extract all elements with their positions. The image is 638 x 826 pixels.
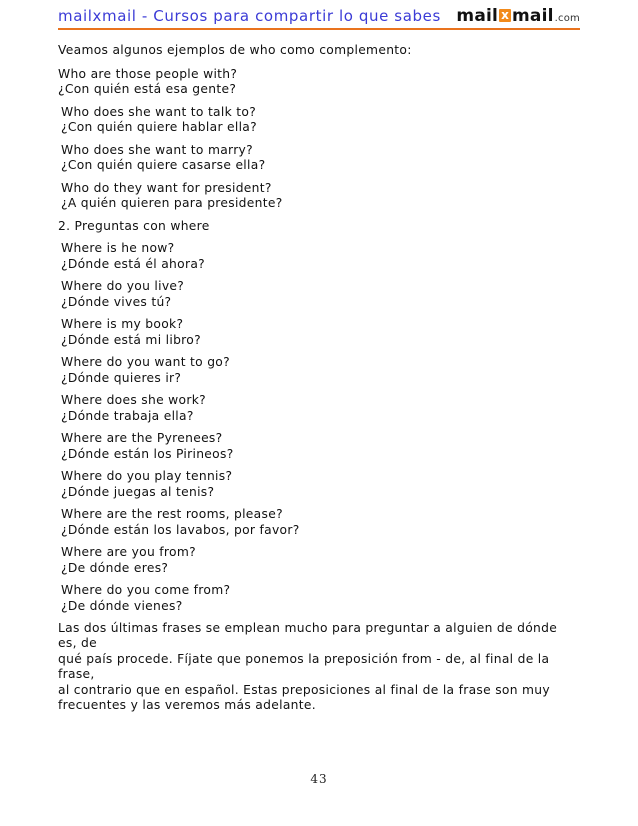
page-content [58, 43, 580, 713]
english-question: Where are the Pyrenees? [61, 431, 223, 445]
spanish-translation: ¿Con quién quiere casarse ella? [61, 158, 266, 172]
spanish-translation: ¿Dónde están los Pirineos? [61, 446, 234, 461]
spanish-translation: ¿Con quién está esa gente? [58, 82, 237, 96]
english-question: Where do you live? [61, 279, 185, 293]
page-header [58, 4, 580, 30]
logo-text-left: mail [456, 6, 499, 26]
page-number: 43 [310, 772, 328, 786]
closing-line: al contrario que en español. Estas preposiciones al final de la frase son muy [58, 682, 550, 697]
example-pair [58, 545, 580, 576]
example-pair [58, 393, 580, 424]
example-pair [58, 317, 580, 348]
example-pair [58, 181, 580, 212]
spanish-translation: ¿Dónde está mi libro? [61, 332, 201, 347]
header-title: mailxmail - Cursos para compartir lo que sabes [58, 7, 441, 25]
spanish-translation: ¿Dónde trabaja ella? [61, 408, 194, 423]
spanish-translation: ¿A quién quieren para presidente? [61, 196, 283, 210]
english-question: Who do they want for president? [61, 180, 272, 195]
english-question: Who does she want to marry? [61, 142, 253, 157]
example-pair [58, 469, 580, 500]
logo-dotcom: .com [554, 13, 580, 24]
example-pair [58, 431, 580, 462]
english-question: Where do you come from? [61, 583, 231, 597]
english-question: Where is my book? [61, 317, 184, 331]
example-pair [58, 105, 580, 136]
spanish-translation: ¿Dónde juegas al tenis? [61, 484, 215, 499]
english-question: Where are you from? [61, 545, 196, 559]
closing-line: qué país procede. Fíjate que ponemos la preposición from - de, al final de la frase, [58, 651, 550, 682]
section-heading: 2. Preguntas con where [58, 218, 210, 233]
spanish-translation: ¿De dónde vienes? [61, 598, 183, 613]
example-pair [58, 507, 580, 538]
header-rule [58, 28, 580, 30]
spanish-translation: ¿Dónde quieres ir? [61, 370, 182, 385]
logo-x-box: x [501, 8, 510, 22]
logo-text-right: mail [512, 6, 554, 26]
spanish-translation: ¿Dónde están los lavabos, por favor? [61, 522, 300, 537]
example-pair [58, 143, 580, 174]
english-question: Who does she want to talk to? [61, 104, 257, 119]
who-examples-list [58, 67, 580, 212]
english-question: Where does she work? [61, 393, 206, 407]
english-question: Where is he now? [61, 241, 175, 255]
english-question: Where do you want to go? [61, 355, 230, 369]
spanish-translation: ¿Dónde vives tú? [61, 294, 172, 309]
closing-line: Las dos últimas frases se emplean mucho para preguntar a alguien de dónde es, de [58, 621, 558, 651]
spanish-translation: ¿Dónde está él ahora? [61, 256, 205, 271]
example-pair [58, 241, 580, 272]
example-pair [58, 583, 580, 614]
example-pair [58, 355, 580, 386]
closing-line: frecuentes y las veremos más adelante. [58, 698, 316, 713]
example-pair [58, 279, 580, 310]
english-question: Where are the rest rooms, please? [61, 507, 283, 521]
intro-text: Veamos algunos ejemplos de who como complemento: [58, 43, 412, 57]
english-question: Where do you play tennis? [61, 469, 233, 483]
english-question: Who are those people with? [58, 66, 238, 81]
closing-paragraph [58, 621, 580, 713]
where-examples-list [58, 241, 580, 614]
mailxmail-logo[interactable] [456, 6, 580, 26]
spanish-translation: ¿De dónde eres? [61, 560, 169, 575]
example-pair [58, 67, 580, 98]
spanish-translation: ¿Con quién quiere hablar ella? [61, 120, 257, 134]
